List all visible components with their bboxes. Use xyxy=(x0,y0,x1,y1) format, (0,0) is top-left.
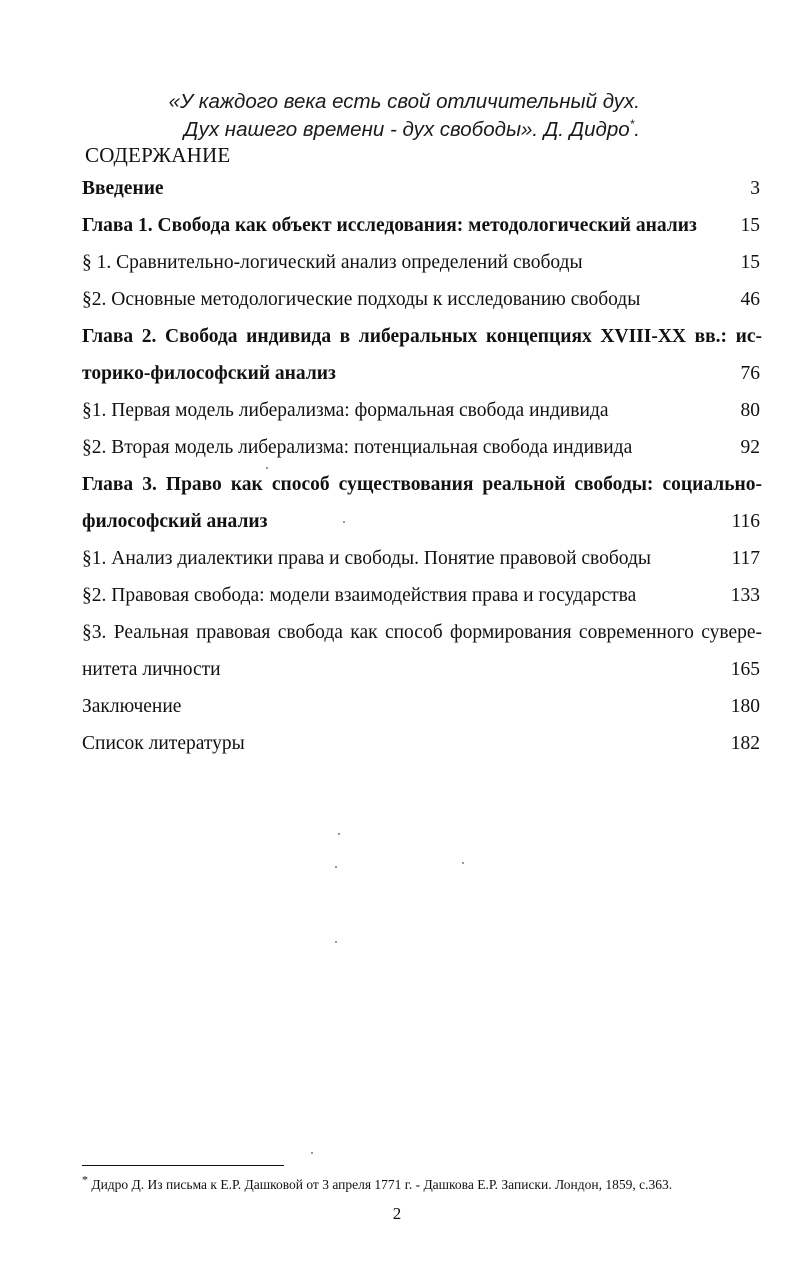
toc-entry-text: Заключение xyxy=(82,696,182,717)
toc-entry-text: §1. Первая модель либерализма: формальная свобода индивида xyxy=(82,400,609,421)
scan-speck xyxy=(338,833,340,835)
scan-speck xyxy=(266,467,268,469)
toc-entry-text: Глава 1. Свобода как объект исследования: методологический анализ xyxy=(82,215,697,236)
toc-entry-section-2-1 xyxy=(82,392,762,429)
toc-entry-text: торико-философский анализ xyxy=(82,363,336,384)
scan-speck xyxy=(335,941,337,943)
toc-entry-page: 76 xyxy=(740,363,760,384)
toc-entry-text: §3. Реальная правовая свобода как способ формирования современного сувере- xyxy=(82,622,762,643)
footnote xyxy=(82,1172,673,1194)
toc-entry-page: 15 xyxy=(740,252,760,273)
toc-entry-text: Список литературы xyxy=(82,733,245,754)
table-of-contents xyxy=(82,170,762,762)
toc-entry-section-3-2 xyxy=(82,577,762,614)
toc-entry-text: §2. Правовая свобода: модели взаимодействия права и государства xyxy=(82,585,637,606)
scan-speck xyxy=(462,862,464,864)
toc-entry-text: Глава 2. Свобода индивида в либеральных концепциях XVIII-XX вв.: ис- xyxy=(82,326,762,347)
epigraph xyxy=(100,88,640,144)
footnote-mark: * xyxy=(82,1172,88,1187)
toc-entry-section-1-1 xyxy=(82,244,762,281)
toc-entry-page: 117 xyxy=(731,548,760,569)
toc-entry-section-3-1 xyxy=(82,540,762,577)
toc-entry-page: 133 xyxy=(730,585,760,606)
toc-entry-page: 80 xyxy=(740,400,760,421)
epigraph-line-2-text: Дух нашего времени - дух свободы». Д. Дидро xyxy=(183,118,630,141)
toc-entry-chapter-3-line-2 xyxy=(82,503,762,540)
page-number: 2 xyxy=(392,1204,402,1223)
contents-heading: СОДЕРЖАНИЕ xyxy=(85,143,231,167)
toc-entry-page: 46 xyxy=(740,289,760,310)
toc-entry-text: § 1. Сравнительно-логический анализ определений свободы xyxy=(82,252,583,273)
toc-entry-section-3-3-line-1 xyxy=(82,614,762,651)
toc-entry-page: 92 xyxy=(740,437,760,458)
epigraph-footnote-mark: * xyxy=(629,117,635,132)
toc-entry-text: §2. Вторая модель либерализма: потенциальная свобода индивида xyxy=(82,437,633,458)
toc-entry-page: 15 xyxy=(740,215,760,236)
toc-entry-page: 3 xyxy=(750,178,760,199)
scan-speck xyxy=(335,866,337,868)
toc-entry-chapter-1 xyxy=(82,207,762,244)
toc-entry-section-3-3-line-2 xyxy=(82,651,762,688)
toc-entry-chapter-3-line-1 xyxy=(82,466,762,503)
toc-entry-page: 116 xyxy=(731,511,760,532)
toc-entry-text: §2. Основные методологические подходы к исследованию свободы xyxy=(82,289,641,310)
epigraph-line-2: Дух нашего времени - дух свободы». Д. Дидро*. xyxy=(183,117,640,141)
toc-entry-text: Глава 3. Право как способ существования реальной свободы: социально- xyxy=(82,474,762,495)
toc-entry-conclusion xyxy=(82,688,762,725)
toc-entry-chapter-2-line-2 xyxy=(82,355,762,392)
toc-entry-bibliography xyxy=(82,725,762,762)
epigraph-line-1: «У каждого века есть свой отличительный дух. xyxy=(168,90,640,113)
toc-entry-section-1-2 xyxy=(82,281,762,318)
toc-entry-text: §1. Анализ диалектики права и свободы. Понятие правовой свободы xyxy=(82,548,651,569)
scan-speck xyxy=(343,521,345,523)
footnote-text: Дидро Д. Из письма к Е.Р. Дашковой от 3 апреля 1771 г. - Дашкова Е.Р. Записки. Лондон, 1859, с.363. xyxy=(91,1177,673,1192)
toc-entry-chapter-2-line-1 xyxy=(82,318,762,355)
toc-entry-section-2-2 xyxy=(82,429,762,466)
footnote-divider xyxy=(82,1165,284,1166)
toc-entry-page: 165 xyxy=(730,659,760,680)
toc-entry-introduction xyxy=(82,170,762,207)
toc-entry-page: 180 xyxy=(730,696,760,717)
toc-entry-text: Введение xyxy=(82,178,164,199)
toc-entry-page: 182 xyxy=(730,733,760,754)
toc-entry-text: нитета личности xyxy=(82,659,221,680)
scan-speck xyxy=(311,1152,313,1154)
toc-entry-text: философский анализ xyxy=(82,511,268,532)
